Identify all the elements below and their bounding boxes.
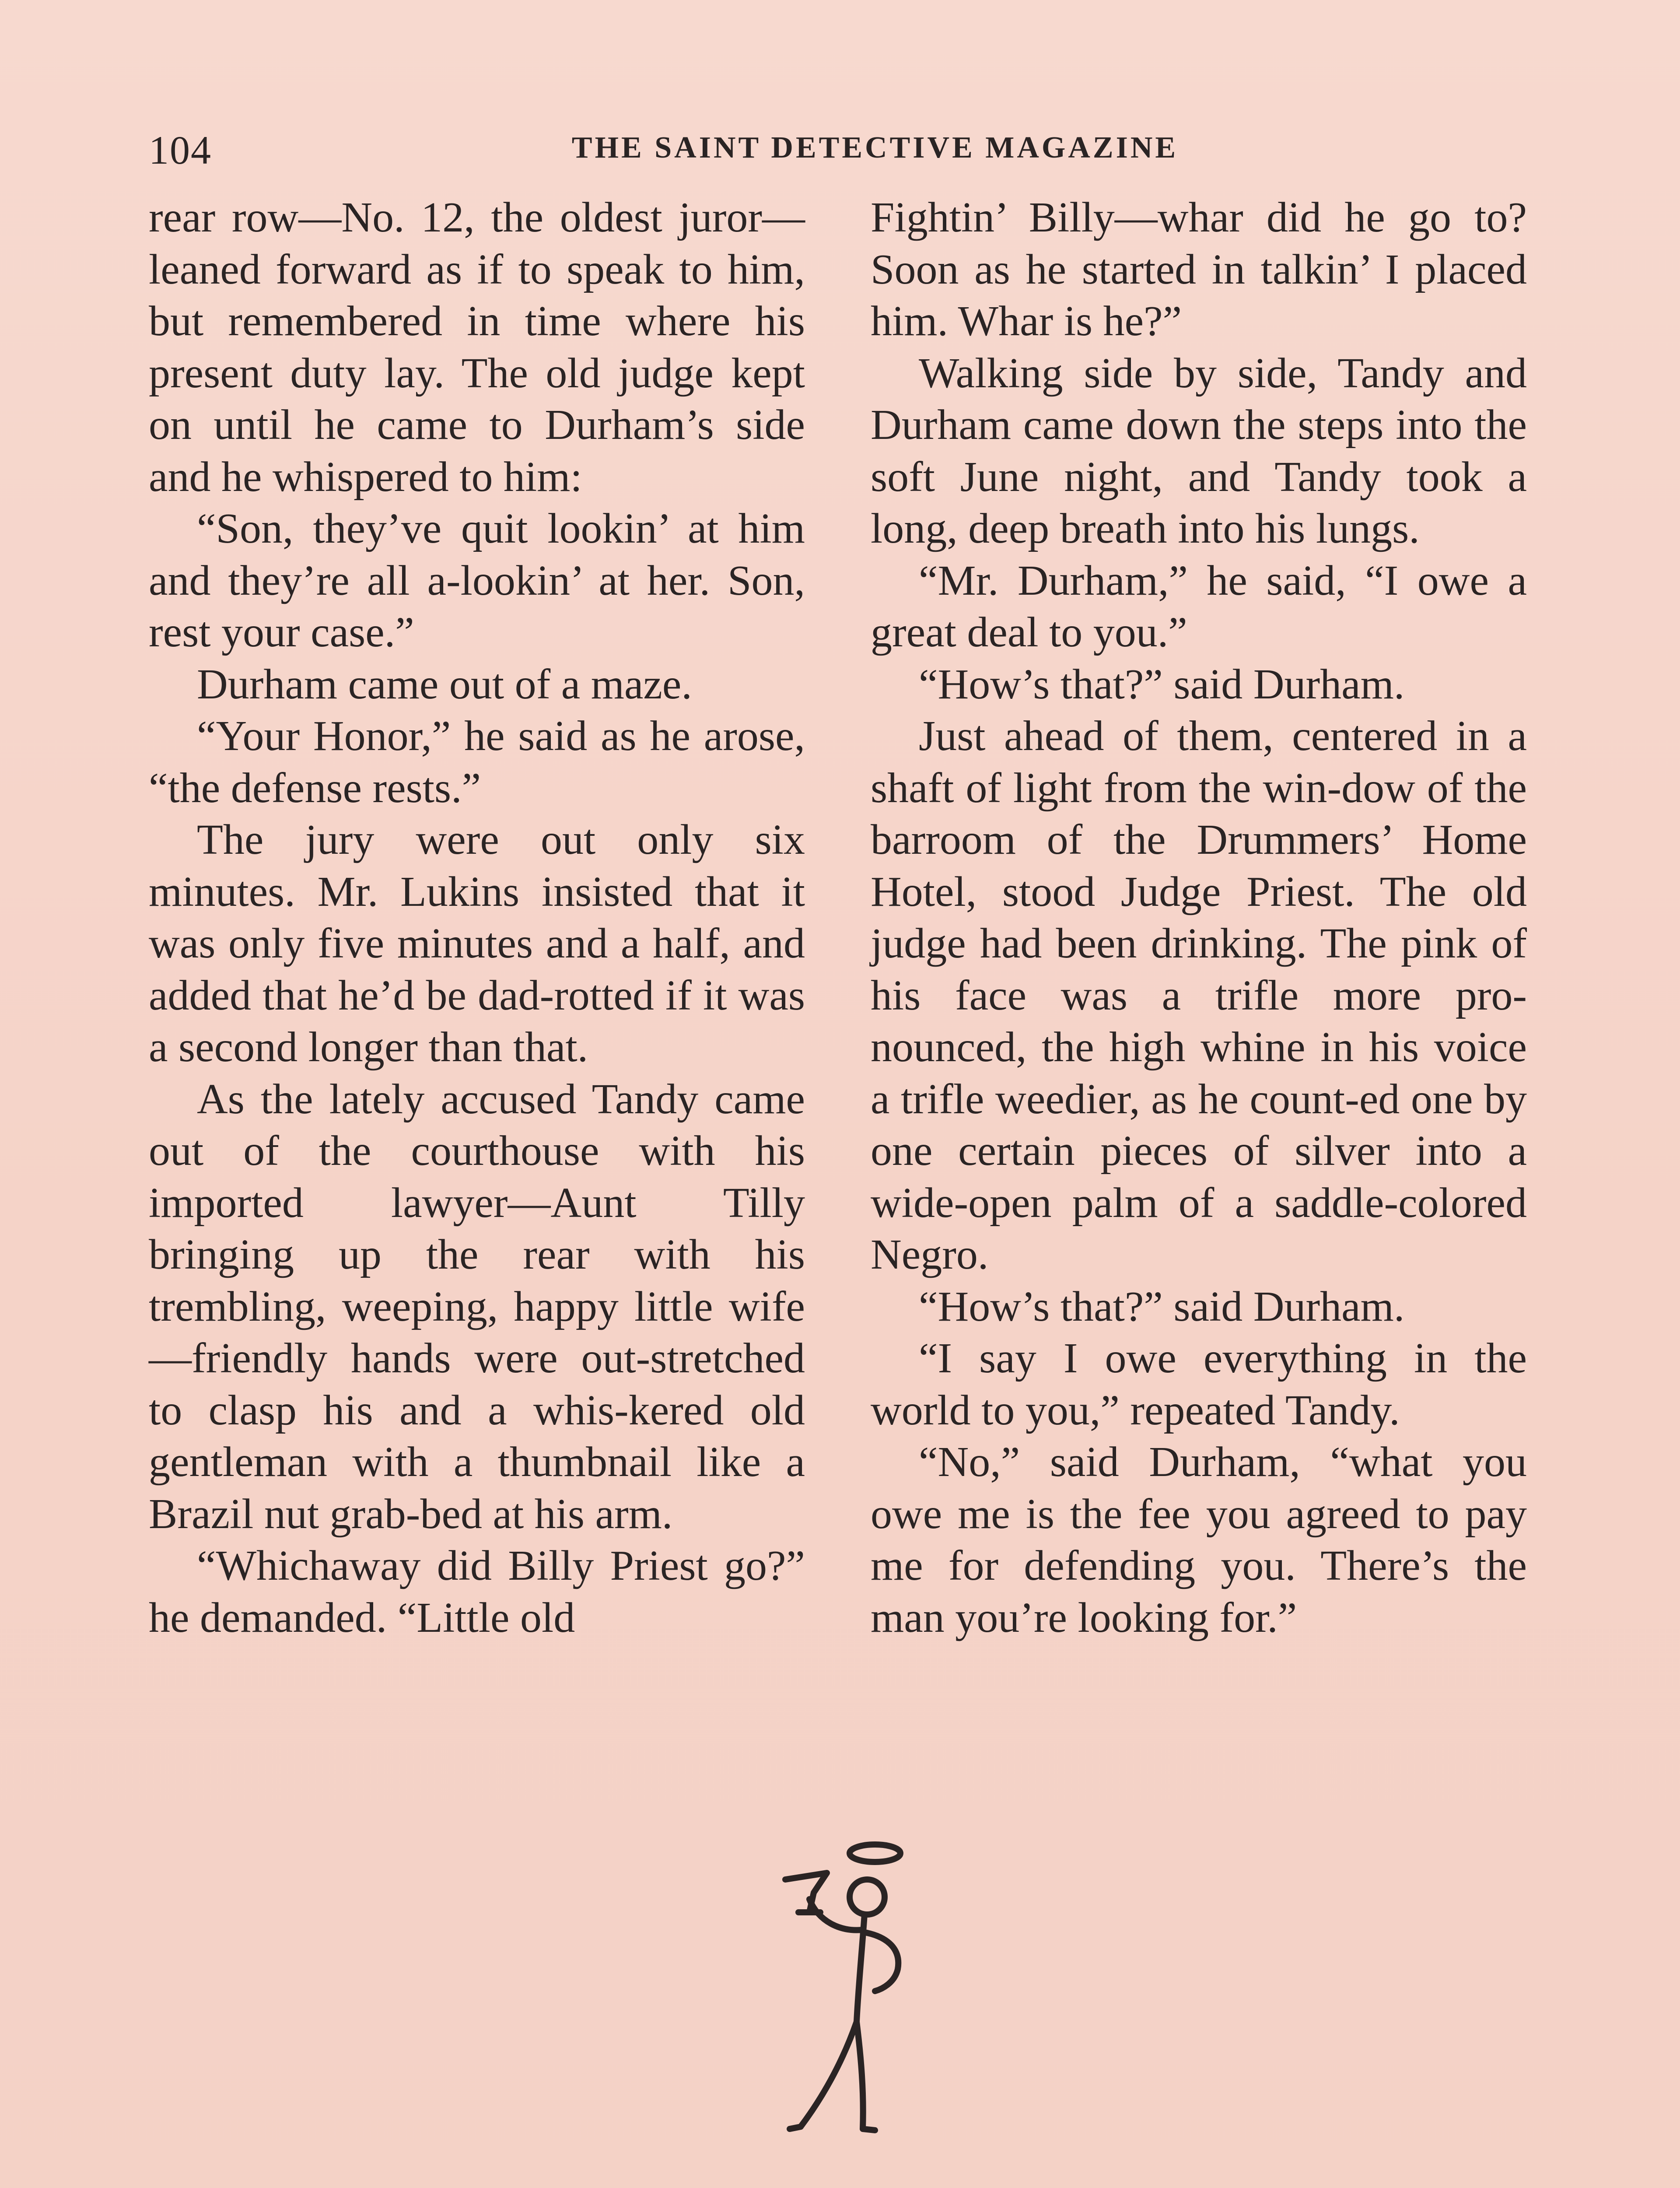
paragraph: Fightin’ Billy—whar did he go to? Soon as he started in talkin’ I placed him. Whar is he?” [871,194,1527,345]
right-column [871,192,1527,1644]
paragraph: “Mr. Durham,” he said, “I owe a great deal to you.” [871,557,1527,656]
paragraph: Durham came out of a maze. [197,660,692,708]
paragraph: “Your Honor,” he said as he arose, “the defense rests.” [149,712,805,812]
paragraph: rear row—No. 12, the oldest juror—leaned forward as if to speak to him, but remembered in time where his present duty lay. The old judge kept on until he came to Durham’s side and he whispered to him: [149,194,805,501]
paragraph: “Whichaway did Billy Priest go?” he demanded. “Little old [149,1542,805,1641]
paragraph: Just ahead of them, centered in a shaft of light from the win-dow of the barroom of the Drummers’ Home Hotel, stood Judge Priest. The old judge had been drinking. The pink of his face was a trifle more pro-nounced, the high whine in his voice a trifle weedier, as he count-ed one by one certain pieces of silver into a wide-open palm of a saddle-colored Negro. [871,712,1527,1278]
paragraph: “How’s that?” said Durham. [919,660,1405,708]
paragraph: The jury were out only six minutes. Mr. Lukins insisted that it was only five minutes and a half, and added that he’d be dad-rotted if it was a second longer than that. [149,816,805,1071]
saint-stick-figure-icon [744,1838,962,2153]
paragraph: “Son, they’ve quit lookin’ at him and they’re all a-lookin’ at her. Son, rest your case.” [149,505,805,656]
paragraph: “How’s that?” said Durham. [919,1283,1405,1330]
left-column [149,192,805,1644]
running-head: THE SAINT DETECTIVE MAGAZINE [571,131,1179,165]
page-number: 104 [149,128,212,172]
paragraph: “I say I owe everything in the world to you,” repeated Tandy. [871,1335,1527,1434]
paragraph: Walking side by side, Tandy and Durham came down the steps into the soft June night, and Tandy took a long, deep breath into his lungs. [871,349,1527,552]
paragraph: As the lately accused Tandy came out of the courthouse with his imported lawyer—Aunt Tilly bringing up the rear with his trembling, weeping, happy little wife—friendly hands were out-stretched to clasp his and a whis-kered old gentleman with a thumbnail like a Brazil nut grab-bed at his arm. [149,1075,805,1538]
paragraph: “No,” said Durham, “what you owe me is the fee you agreed to pay me for defending you. There’s the man you’re looking for.” [871,1438,1527,1641]
page-header [149,127,1531,179]
